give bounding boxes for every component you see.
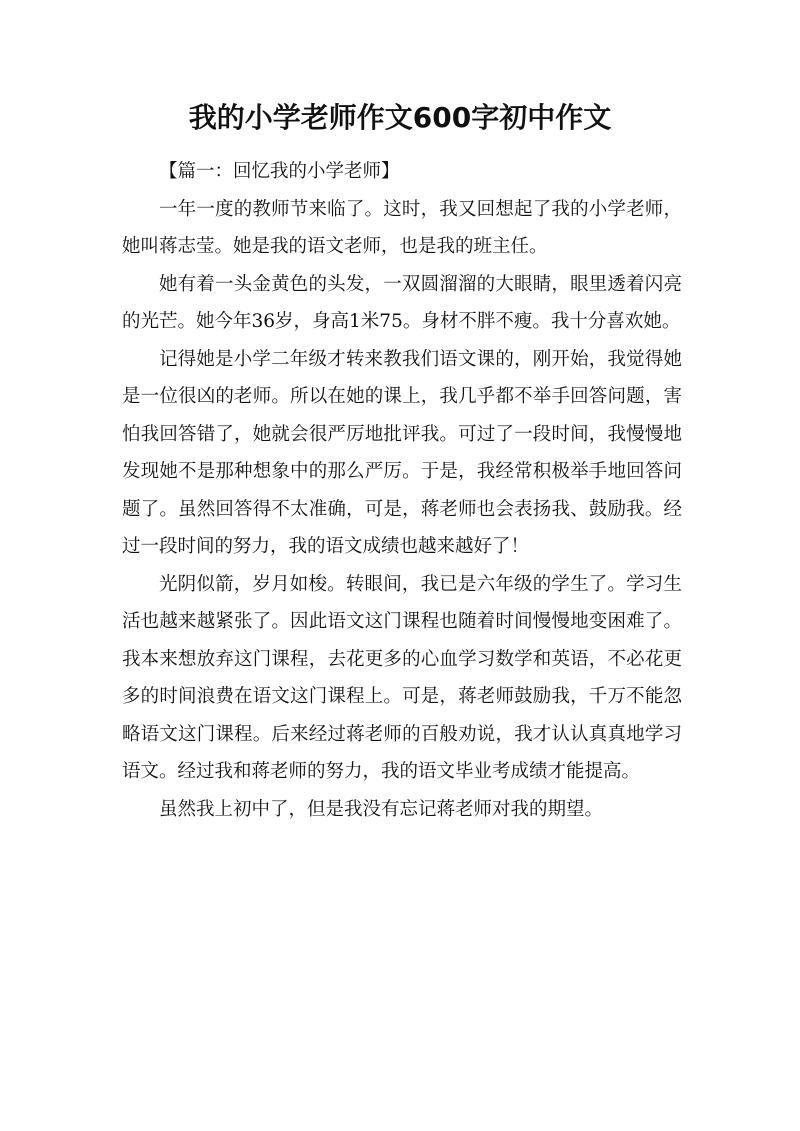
document-title: 我的小学老师作文600字初中作文 [188,101,612,134]
section-heading: 【篇一：回忆我的小学老师】 [159,161,400,182]
paragraph: 她有着一头金黄色的头发，一双圆溜溜的大眼睛，眼里透着闪亮的光芒。她今年36岁，身高1米75。身材不胖不瘦。我十分喜欢她。 [122,273,682,332]
paragraph: 光阴似箭，岁月如梭。转眼间，我已是六年级的学生了。学习生活也越来越紧张了。因此语文这门课程也随着时间慢慢地变困难了。我本来想放弃这门课程，去花更多的心血学习数学和英语，不必花更多的时间浪费在语文这门课程上。可是，蒋老师鼓励我，千万不能忽略语文这门课程。后来经过蒋老师的百般劝说，我才认认真真地学习语文。经过我和蒋老师的努力，我的语文毕业考成绩才能提高。 [122,573,682,782]
paragraph: 虽然我上初中了，但是我没有忘记蒋老师对我的期望。 [159,798,604,820]
paragraph: 一年一度的教师节来临了。这时，我又回想起了我的小学老师，她叫蒋志莹。她是我的语文老师，也是我的班主任。 [122,198,682,257]
document-body [122,153,682,828]
paragraph: 记得她是小学二年级才转来教我们语文课的，刚开始，我觉得她是一位很凶的老师。所以在她的课上，我几乎都不举手回答问题，害怕我回答错了，她就会很严厉地批评我。可过了一段时间，我慢慢地发现她不是那种想象中的那么严厉。于是，我经常积极举手地回答问题了。虽然回答得不太准确，可是，蒋老师也会表扬我、鼓励我。经过一段时间的努力，我的语文成绩也越来越好了！ [122,348,682,557]
